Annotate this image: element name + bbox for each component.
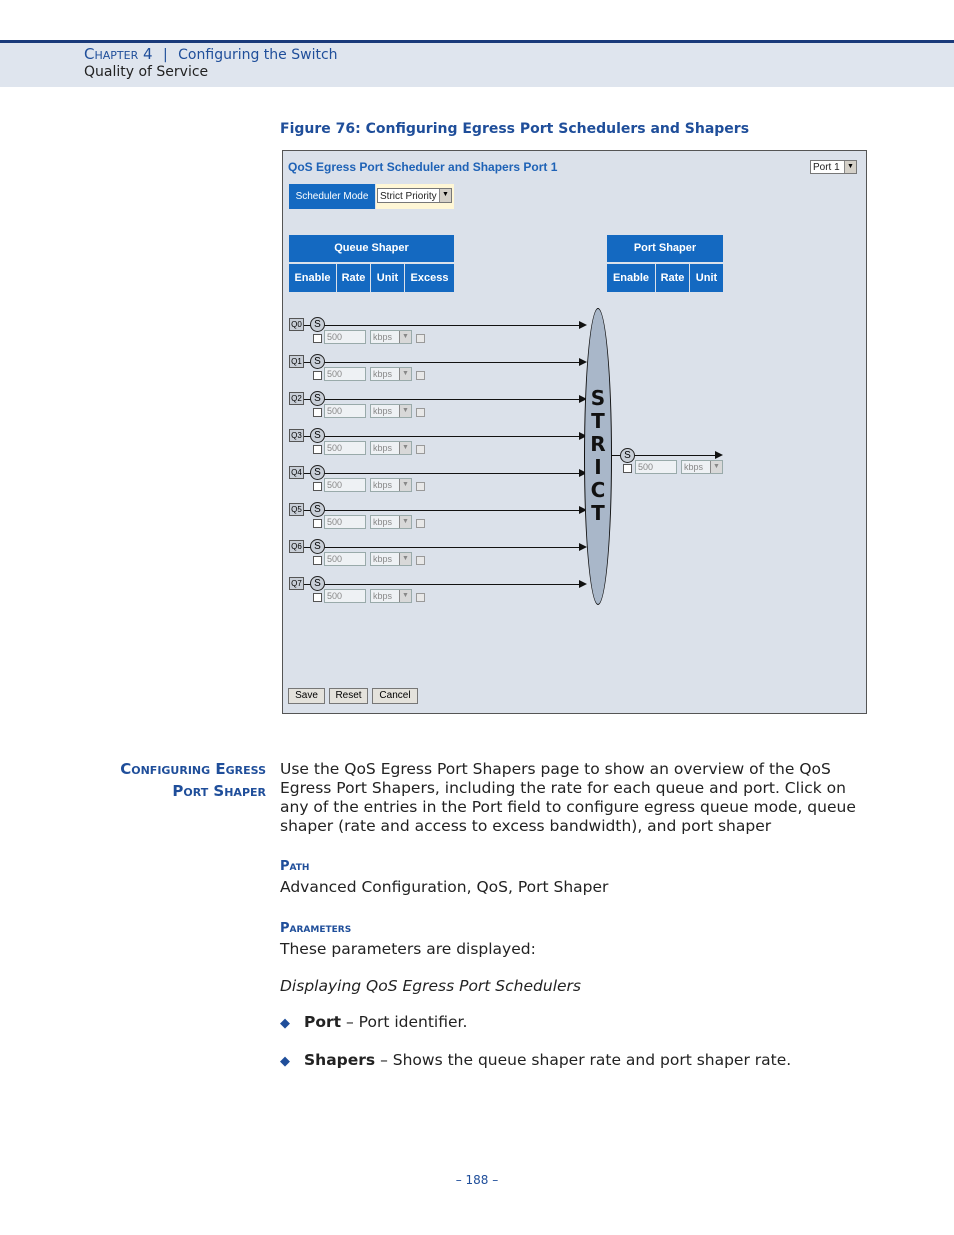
queue-line	[304, 547, 582, 548]
port-select-value: Port 1	[813, 162, 840, 173]
diamond-bullet-icon: ◆	[280, 1016, 290, 1031]
queue-excess-checkbox[interactable]	[416, 556, 425, 565]
scheduler-mode-select[interactable]	[377, 188, 452, 203]
diamond-bullet-icon: ◆	[280, 1054, 290, 1069]
queue-excess-checkbox[interactable]	[416, 519, 425, 528]
queue-label: Q3	[289, 429, 304, 442]
arrow-right-icon	[579, 321, 587, 329]
queue-excess-checkbox[interactable]	[416, 371, 425, 380]
chevron-down-icon: ▼	[399, 442, 411, 454]
running-header-section: Quality of Service	[84, 64, 209, 80]
strict-label	[584, 387, 612, 525]
queue-unit-select[interactable]	[370, 478, 412, 492]
cancel-button[interactable]: Cancel	[372, 688, 418, 704]
queue-unit-value: kbps	[373, 591, 393, 601]
queue-col-unit: Unit	[370, 264, 404, 292]
queue-unit-select[interactable]	[370, 589, 412, 603]
queue-unit-select[interactable]	[370, 367, 412, 381]
section-heading-line2: Port Shaper	[172, 782, 266, 800]
queue-excess-checkbox[interactable]	[416, 445, 425, 454]
queue-rate-input[interactable]: 500	[324, 515, 366, 529]
intro-line: any of the entries in the Port field to configure egress queue mode, queue	[280, 798, 856, 816]
port-shaper-rate-input[interactable]: 500	[635, 460, 677, 474]
queue-line	[304, 436, 582, 437]
queue-unit-value: kbps	[373, 406, 393, 416]
bullet-port	[280, 1013, 467, 1031]
queue-unit-value: kbps	[373, 332, 393, 342]
queue-unit-select[interactable]	[370, 441, 412, 455]
port-col-unit: Unit	[689, 264, 723, 292]
save-button[interactable]: Save	[288, 688, 325, 704]
queue-rate-input[interactable]: 500	[324, 478, 366, 492]
port-select[interactable]	[810, 160, 857, 174]
strict-letter: R	[590, 432, 606, 456]
chevron-down-icon: ▼	[399, 479, 411, 491]
scheduler-mode-label: Scheduler Mode	[289, 184, 375, 209]
bullet-shapers	[280, 1051, 791, 1069]
queue-excess-checkbox[interactable]	[416, 593, 425, 602]
queue-rate-input[interactable]: 500	[324, 552, 366, 566]
port-shaper-unit-select[interactable]	[681, 460, 723, 474]
bullet-desc: – Port identifier.	[346, 1013, 468, 1031]
queue-label: Q0	[289, 318, 304, 331]
queue-enable-checkbox[interactable]	[313, 371, 322, 380]
subsection-title: Displaying QoS Egress Port Schedulers	[280, 977, 581, 995]
page-number: – 188 –	[455, 1173, 499, 1187]
path-text: Advanced Configuration, QoS, Port Shaper	[280, 878, 609, 896]
chapter-label: Chapter 4	[84, 45, 153, 63]
queue-excess-checkbox[interactable]	[416, 408, 425, 417]
scheduler-mode-value: Strict Priority	[380, 191, 437, 202]
queue-unit-value: kbps	[373, 443, 393, 453]
queue-unit-value: kbps	[373, 517, 393, 527]
queue-rate-input[interactable]: 500	[324, 330, 366, 344]
header-separator: |	[162, 47, 168, 63]
chevron-down-icon: ▼	[399, 331, 411, 343]
port-shaper-symbol[interactable]: S	[620, 448, 635, 463]
chevron-down-icon: ▼	[399, 368, 411, 380]
queue-col-rate: Rate	[336, 264, 370, 292]
port-col-rate: Rate	[655, 264, 689, 292]
queue-enable-checkbox[interactable]	[313, 482, 322, 491]
chevron-down-icon: ▼	[399, 516, 411, 528]
queue-rate-input[interactable]: 500	[324, 441, 366, 455]
running-header-chapter	[84, 45, 338, 63]
path-heading: Path	[280, 859, 310, 874]
scheduler-mode-cell	[376, 184, 454, 209]
reset-button[interactable]: Reset	[329, 688, 368, 704]
bullet-desc: – Shows the queue shaper rate and port shaper rate.	[380, 1051, 792, 1069]
queue-label: Q5	[289, 503, 304, 516]
queue-unit-select[interactable]	[370, 404, 412, 418]
bullet-term: Shapers	[304, 1051, 376, 1069]
figure-screenshot	[282, 150, 867, 714]
queue-line	[304, 399, 582, 400]
queue-label: Q7	[289, 577, 304, 590]
queue-scheduler-symbol[interactable]: S	[310, 539, 325, 554]
queue-enable-checkbox[interactable]	[313, 593, 322, 602]
port-shaper-header: Port Shaper	[607, 235, 723, 262]
queue-scheduler-symbol[interactable]: S	[310, 428, 325, 443]
chevron-down-icon: ▼	[439, 189, 451, 202]
queue-scheduler-symbol[interactable]: S	[310, 391, 325, 406]
intro-line: Use the QoS Egress Port Shapers page to show an overview of the QoS	[280, 760, 831, 778]
queue-excess-checkbox[interactable]	[416, 334, 425, 343]
queue-scheduler-symbol[interactable]: S	[310, 317, 325, 332]
figure-caption: Figure 76: Configuring Egress Port Schedulers and Shapers	[280, 121, 750, 137]
queue-scheduler-symbol[interactable]: S	[310, 502, 325, 517]
arrow-right-icon	[715, 451, 723, 459]
queue-label: Q6	[289, 540, 304, 553]
qos-egress-title: QoS Egress Port Scheduler and Shapers Port 1	[288, 160, 558, 174]
queue-enable-checkbox[interactable]	[313, 334, 322, 343]
queue-unit-value: kbps	[373, 369, 393, 379]
strict-letter: I	[594, 455, 602, 479]
queue-unit-value: kbps	[373, 480, 393, 490]
arrow-right-icon	[579, 358, 587, 366]
chevron-down-icon: ▼	[844, 161, 856, 173]
intro-paragraph	[280, 760, 870, 836]
port-shaper-unit-value: kbps	[684, 462, 704, 472]
queue-unit-select[interactable]	[370, 515, 412, 529]
strict-letter: C	[590, 478, 606, 502]
strict-letter: T	[591, 409, 605, 433]
queue-unit-select[interactable]	[370, 552, 412, 566]
queue-line	[304, 325, 582, 326]
queue-shaper-header: Queue Shaper	[289, 235, 454, 262]
queue-rate-input[interactable]: 500	[324, 367, 366, 381]
queue-line	[304, 584, 582, 585]
arrow-right-icon	[579, 580, 587, 588]
strict-letter: S	[590, 386, 606, 410]
queue-col-enable: Enable	[289, 264, 336, 292]
chevron-down-icon: ▼	[399, 590, 411, 602]
queue-enable-checkbox[interactable]	[313, 519, 322, 528]
queue-unit-select[interactable]	[370, 330, 412, 344]
queue-excess-checkbox[interactable]	[416, 482, 425, 491]
queue-rate-input[interactable]: 500	[324, 404, 366, 418]
parameters-heading: Parameters	[280, 921, 352, 936]
section-heading-line1: Configuring Egress	[120, 760, 266, 778]
queue-enable-checkbox[interactable]	[313, 445, 322, 454]
queue-enable-checkbox[interactable]	[313, 408, 322, 417]
bullet-term: Port	[304, 1013, 342, 1031]
queue-scheduler-symbol[interactable]: S	[310, 354, 325, 369]
strict-letter: T	[591, 501, 605, 525]
queue-line	[304, 510, 582, 511]
port-col-enable: Enable	[607, 264, 655, 292]
chapter-title: Configuring the Switch	[178, 47, 338, 63]
chevron-down-icon: ▼	[399, 553, 411, 565]
queue-scheduler-symbol[interactable]: S	[310, 576, 325, 591]
queue-scheduler-symbol[interactable]: S	[310, 465, 325, 480]
queue-rate-input[interactable]: 500	[324, 589, 366, 603]
port-shaper-enable-checkbox[interactable]	[623, 464, 632, 473]
queue-enable-checkbox[interactable]	[313, 556, 322, 565]
intro-line: Egress Port Shapers, including the rate for each queue and port. Click on	[280, 779, 846, 797]
queue-line	[304, 473, 582, 474]
intro-line: shaper (rate and access to excess bandwidth), and port shaper	[280, 817, 772, 835]
queue-label: Q1	[289, 355, 304, 368]
queue-label: Q4	[289, 466, 304, 479]
queue-col-excess: Excess	[404, 264, 454, 292]
parameters-intro: These parameters are displayed:	[280, 940, 536, 958]
queue-unit-value: kbps	[373, 554, 393, 564]
queue-label: Q2	[289, 392, 304, 405]
queue-line	[304, 362, 582, 363]
chevron-down-icon: ▼	[710, 461, 722, 473]
chevron-down-icon: ▼	[399, 405, 411, 417]
